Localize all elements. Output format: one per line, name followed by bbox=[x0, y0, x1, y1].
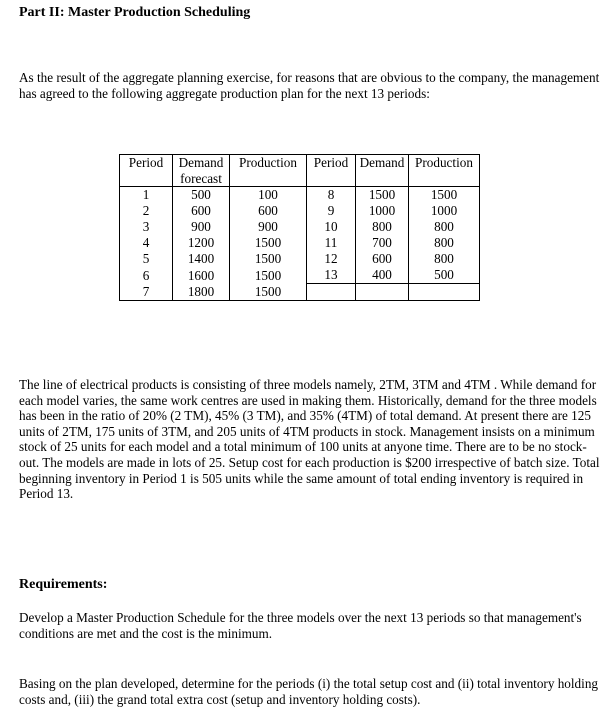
header-period: Period bbox=[120, 155, 173, 187]
cell-period: 5 bbox=[120, 251, 173, 267]
header-production: Production bbox=[230, 155, 307, 187]
cell-demand-2: 700 bbox=[356, 235, 409, 251]
cell-demand: 1600 bbox=[173, 267, 230, 284]
cell-production-2: 800 bbox=[409, 235, 480, 251]
cell-period: 3 bbox=[120, 219, 173, 235]
header-production-2: Production bbox=[409, 155, 480, 187]
problem-description-paragraph: The line of electrical products is consisting of three models namely, 2TM, 3TM and 4TM . While demand for each model varies, the same work centres are used in making them. Historically, demand for the three models has been in the ratio of 20% (2 TM), 45% (3 TM), and 35% (4TM) of total demand. At present there are 125 units of 2TM, 175 units of 3TM, and 205 units of 4TM products in stock. Management insists on a minimum stock of 25 units for each model and a total minimum of 100 units at anyone time. There are to be no stock-out. The models are made in lots of 25. Setup cost for each production is $200 irrespective of batch size. Total beginning inventory in Period 1 is 505 units while the same amount of total ending inventory is required in Period 13. bbox=[19, 377, 600, 502]
aggregate-plan-table bbox=[119, 154, 480, 301]
cell-demand-2: 800 bbox=[356, 219, 409, 235]
cell-demand-2: 400 bbox=[356, 267, 409, 284]
table-row bbox=[120, 267, 480, 284]
requirements-heading: Requirements: bbox=[19, 577, 108, 592]
requirement-paragraph-1: Develop a Master Production Schedule for the three models over the next 13 periods so that management's conditions are met and the cost is the minimum. bbox=[19, 610, 582, 641]
cell-production: 1500 bbox=[230, 267, 307, 284]
header-demand-forecast: Demand forecast bbox=[173, 155, 230, 187]
cell-period: 7 bbox=[120, 284, 173, 301]
cell-period-2: 11 bbox=[307, 235, 356, 251]
cell-period-2: 13 bbox=[307, 267, 356, 284]
cell-period-2: 9 bbox=[307, 203, 356, 219]
table-row bbox=[120, 235, 480, 251]
cell-production: 1500 bbox=[230, 284, 307, 301]
table-header-row bbox=[120, 155, 480, 187]
section-heading: Part II: Master Production Scheduling bbox=[19, 5, 251, 20]
cell-demand-2 bbox=[356, 284, 409, 301]
cell-demand: 1200 bbox=[173, 235, 230, 251]
cell-production: 900 bbox=[230, 219, 307, 235]
cell-demand: 600 bbox=[173, 203, 230, 219]
cell-demand: 1400 bbox=[173, 251, 230, 267]
cell-production-2 bbox=[409, 284, 480, 301]
cell-production: 1500 bbox=[230, 235, 307, 251]
cell-production: 1500 bbox=[230, 251, 307, 267]
cell-demand: 900 bbox=[173, 219, 230, 235]
cell-production-2: 800 bbox=[409, 251, 480, 267]
header-period-2: Period bbox=[307, 155, 356, 187]
table-row bbox=[120, 251, 480, 267]
cell-demand-2: 600 bbox=[356, 251, 409, 267]
table-row bbox=[120, 187, 480, 204]
cell-production: 100 bbox=[230, 187, 307, 204]
cell-period: 1 bbox=[120, 187, 173, 204]
cell-period: 6 bbox=[120, 267, 173, 284]
cell-production-2: 500 bbox=[409, 267, 480, 284]
cell-production-2: 1000 bbox=[409, 203, 480, 219]
requirement-paragraph-2: Basing on the plan developed, determine for the periods (i) the total setup cost and (ii) total inventory holding costs and, (iii) the grand total extra cost (setup and inventory holding costs). bbox=[19, 676, 599, 707]
table-row bbox=[120, 203, 480, 219]
cell-period: 2 bbox=[120, 203, 173, 219]
cell-period-2: 12 bbox=[307, 251, 356, 267]
cell-demand: 500 bbox=[173, 187, 230, 204]
table-row bbox=[120, 219, 480, 235]
table-row bbox=[120, 284, 480, 301]
cell-period-2: 8 bbox=[307, 187, 356, 204]
cell-production-2: 1500 bbox=[409, 187, 480, 204]
cell-production-2: 800 bbox=[409, 219, 480, 235]
cell-period-2: 10 bbox=[307, 219, 356, 235]
cell-period: 4 bbox=[120, 235, 173, 251]
cell-demand-2: 1000 bbox=[356, 203, 409, 219]
cell-demand: 1800 bbox=[173, 284, 230, 301]
cell-demand-2: 1500 bbox=[356, 187, 409, 204]
intro-paragraph: As the result of the aggregate planning exercise, for reasons that are obvious to the company, the management has agreed to the following aggregate production plan for the next 13 periods: bbox=[19, 70, 600, 101]
cell-period-2 bbox=[307, 284, 356, 301]
cell-production: 600 bbox=[230, 203, 307, 219]
header-demand-2: Demand bbox=[356, 155, 409, 187]
